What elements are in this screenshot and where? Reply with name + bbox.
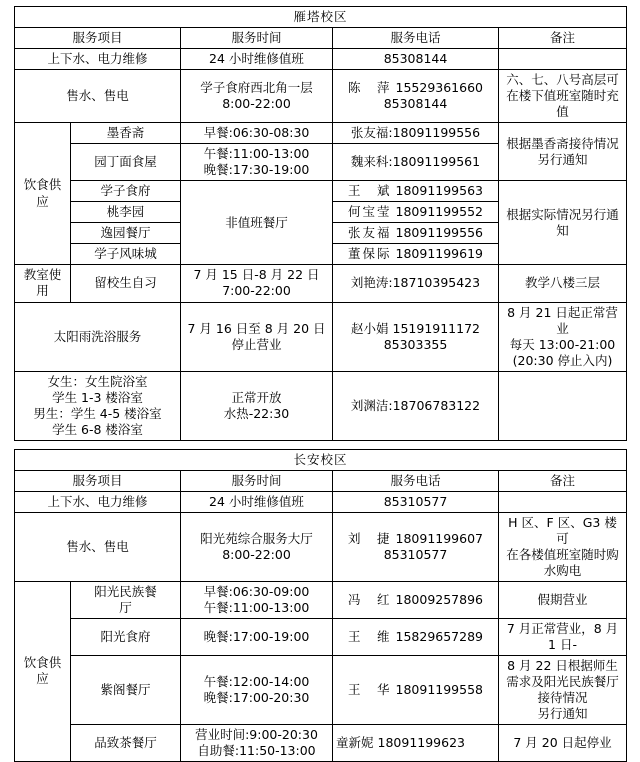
- dining-venue-time: 晚餐:17:00-19:00: [181, 618, 333, 655]
- contact-phone: 15191911172: [392, 320, 480, 336]
- time-line-2: 7:00-22:00: [222, 283, 291, 299]
- dining-note-moxiangzhai: 根据墨香斋接待情况另行通知: [499, 123, 627, 181]
- contact-name: 童新妮: [336, 734, 374, 750]
- time-line-1: 午餐:12:00-14:00: [203, 673, 310, 689]
- time-line-2: 8:00-22:00: [222, 546, 291, 562]
- service-item-water-power: 上下水、电力维修: [15, 49, 181, 70]
- table-row: [15, 302, 627, 371]
- dining-venue-name: 学子食府: [71, 181, 181, 202]
- dining-venue-contact: [333, 181, 499, 202]
- contact-name: 王 斌: [348, 183, 392, 198]
- service-note-sell-water-power: [499, 512, 627, 581]
- service-phone-sell-water-power: [333, 70, 499, 123]
- time-line-1: 营业时间:9:00-20:30: [195, 726, 318, 742]
- contact-name: 董保际: [348, 246, 392, 261]
- note-line-3: 值: [556, 104, 569, 119]
- dining-venue-name: 紫阁餐厅: [71, 655, 181, 724]
- service-sub-classroom: 留校生自习: [71, 265, 181, 303]
- dining-note-general: 根据实际情况另行通知: [499, 181, 627, 265]
- column-header-time: 服务时间: [181, 470, 333, 491]
- contact-phone-secondary: 85303355: [383, 336, 448, 352]
- service-item-water-power: 上下水、电力维修: [15, 491, 181, 512]
- table-row: [15, 49, 627, 70]
- note-line-2: 每天 13:00-21:00: [509, 336, 616, 352]
- contact-phone: 18009257896: [395, 591, 483, 607]
- column-header-note: 备注: [499, 28, 627, 49]
- item-line-3: 男生：学生 4-5 楼浴室: [33, 405, 162, 421]
- contact-line: [336, 246, 495, 262]
- service-note-water-power: [499, 491, 627, 512]
- column-header-note: 备注: [499, 470, 627, 491]
- service-time-solar-shower: [181, 302, 333, 371]
- dining-venue-time: [181, 655, 333, 724]
- dining-venue-name: 品致茶餐厅: [71, 724, 181, 761]
- service-item-dorm-shower: [15, 371, 181, 440]
- contact-line: [336, 531, 495, 547]
- contact-phone: 18091199563: [395, 183, 483, 198]
- table-row: [15, 491, 627, 512]
- dining-venue-name: 阳光食府: [71, 618, 181, 655]
- contact-phone: 18091199556: [395, 225, 483, 240]
- dining-group-label: 饮食供应: [23, 177, 62, 209]
- contact-phone: 18091199623: [377, 734, 465, 750]
- item-line-2: 学生 1-3 楼浴室: [52, 389, 143, 405]
- venue-name-line-2: 厅: [119, 599, 132, 615]
- table-row: [15, 655, 627, 724]
- service-time-dorm-shower: [181, 371, 333, 440]
- contact-name: 赵小娟: [351, 320, 389, 336]
- contact-phone: 18091199558: [395, 681, 483, 697]
- contact-phone: 15529361660: [395, 80, 483, 95]
- campus-title-changan: 长安校区: [15, 449, 627, 470]
- contact-name: 何宝莹: [348, 204, 392, 219]
- service-note-sell-water-power: [499, 70, 627, 123]
- service-phone-solar-shower: [333, 302, 499, 371]
- contact-phone: 18091199607: [395, 530, 483, 546]
- table-row: [15, 512, 627, 581]
- time-line-1: 午餐:11:00-13:00: [203, 146, 310, 161]
- dining-venue-name: [71, 581, 181, 618]
- campus-title-yanta: 雁塔校区: [15, 7, 627, 28]
- dining-venue-contact: [333, 202, 499, 223]
- service-phone-sell-water-power: [333, 512, 499, 581]
- service-item-sell-water-power: 售水、售电: [15, 70, 181, 123]
- table-header-row: [15, 470, 627, 491]
- note-line-1: 六、七、八号高层可: [506, 72, 619, 87]
- column-header-phone: 服务电话: [333, 470, 499, 491]
- service-phone-water-power: 85308144: [333, 49, 499, 70]
- contact-phone-secondary: 85310577: [383, 546, 448, 562]
- campus-title-row: [15, 7, 627, 28]
- service-time-water-power: 24 小时维修值班: [181, 491, 333, 512]
- dining-venue-contact: [333, 724, 499, 761]
- service-item-solar-shower: 太阳雨洗浴服务: [15, 302, 181, 371]
- table-row: [15, 581, 627, 618]
- service-note-dorm-shower: [499, 371, 627, 440]
- contact-name: 王 华: [348, 681, 392, 697]
- dining-venue-name: 桃李园: [71, 202, 181, 223]
- contact-name: 王 维: [348, 628, 392, 644]
- dining-venue-contact: 魏来科:18091199561: [333, 144, 499, 181]
- column-header-phone: 服务电话: [333, 28, 499, 49]
- table-row: [15, 371, 627, 440]
- note-line-2: 在各楼值班室随时购: [506, 546, 619, 562]
- contact-phone: 18091199552: [395, 204, 483, 219]
- dining-venue-time: [181, 581, 333, 618]
- service-item-classroom: [15, 265, 71, 303]
- service-item-dining-group: [15, 581, 71, 761]
- service-phone-classroom: 刘艳涛:18710395423: [333, 265, 499, 303]
- time-line-2: 晚餐:17:30-19:00: [203, 162, 310, 177]
- changan-campus-table: [14, 449, 627, 762]
- service-time-water-power: 24 小时维修值班: [181, 49, 333, 70]
- dining-venue-time: [181, 144, 333, 181]
- contact-line: [336, 80, 495, 96]
- table-row: [15, 123, 627, 144]
- campus-title-row: [15, 449, 627, 470]
- note-line-3: (20:30 停止入内): [512, 352, 613, 368]
- dining-venue-contact: [333, 244, 499, 265]
- dining-note-pinzhi: 7 月 20 日起停业: [499, 724, 627, 761]
- contact-line: [336, 629, 495, 645]
- service-phone-water-power: 85310577: [333, 491, 499, 512]
- time-line-2: 停止营业: [231, 336, 282, 352]
- dining-venue-name: 逸园餐厅: [71, 223, 181, 244]
- time-line-1: 学子食府西北角一层: [200, 80, 313, 95]
- table-row: [15, 618, 627, 655]
- item-line-1: 女生：女生院浴室: [47, 373, 148, 389]
- dining-venue-contact: [333, 223, 499, 244]
- column-header-item: 服务项目: [15, 470, 181, 491]
- contact-line: [336, 225, 495, 241]
- dining-venue-contact: [333, 618, 499, 655]
- dining-venue-contact: 张友福:18091199556: [333, 123, 499, 144]
- contact-name: 冯 红: [348, 591, 392, 607]
- dining-venue-contact: [333, 655, 499, 724]
- dining-venue-name: 学子风味城: [71, 244, 181, 265]
- time-line-1: 正常开放: [231, 389, 282, 405]
- contact-line: [336, 204, 495, 220]
- table-row: [15, 70, 627, 123]
- note-line-2: 8 月 22 日根据师生需求及阳光民族餐厅接待情况: [506, 657, 619, 705]
- service-note-water-power: [499, 49, 627, 70]
- time-line-2: 自助餐:11:50-13:00: [197, 742, 316, 758]
- dining-group-label: 饮食供应: [23, 654, 62, 686]
- item-line-4: 学生 6-8 楼浴室: [52, 421, 143, 437]
- time-line-2: 8:00-22:00: [222, 96, 291, 111]
- table-row: [15, 265, 627, 303]
- note-line-1: 8 月 21 日起正常营业: [507, 304, 618, 336]
- service-time-classroom: [181, 265, 333, 303]
- time-line-1: 7 月 15 日-8 月 22 日: [193, 267, 320, 283]
- contact-line: [336, 183, 495, 199]
- time-line-1: 早餐:06:30-09:00: [203, 583, 310, 599]
- time-line-1: 7 月 16 日至 8 月 20 日: [187, 320, 326, 336]
- note-line-2: 在楼下值班室随时充: [506, 88, 619, 103]
- time-line-1: 阳光苑综合服务大厅: [200, 530, 313, 546]
- column-header-time: 服务时间: [181, 28, 333, 49]
- column-header-item: 服务项目: [15, 28, 181, 49]
- dining-venue-time-shared: 非值班餐厅: [181, 181, 333, 265]
- contact-name: 陈 萍: [348, 80, 392, 95]
- dining-note-yangguang-cont: [499, 655, 627, 724]
- service-item-dining-group: [15, 123, 71, 265]
- time-line-2: 水热-22:30: [223, 405, 290, 421]
- note-line-1: H 区、F 区、G3 楼可: [508, 514, 617, 546]
- service-time-sell-water-power: [181, 512, 333, 581]
- service-item-sell-water-power: 售水、售电: [15, 512, 181, 581]
- service-note-classroom: 教学八楼三层: [499, 265, 627, 303]
- table-gap: [14, 441, 626, 449]
- time-line-2: 晚餐:17:00-20:30: [203, 689, 310, 705]
- service-note-solar-shower: [499, 302, 627, 371]
- contact-line: [336, 592, 495, 608]
- dining-venue-contact: [333, 581, 499, 618]
- service-time-sell-water-power: [181, 70, 333, 123]
- contact-line: [336, 321, 495, 337]
- dining-note-minzu: 假期营业: [499, 581, 627, 618]
- dining-note-yangguang: 7 月正常营业，8 月 1 日-: [499, 618, 627, 655]
- yanta-campus-table: [14, 6, 627, 441]
- dining-venue-time: 早餐:06:30-08:30: [181, 123, 333, 144]
- table-row: [15, 724, 627, 761]
- table-row: [15, 181, 627, 202]
- table-header-row: [15, 28, 627, 49]
- contact-phone: 15829657289: [395, 628, 483, 644]
- time-line-2: 午餐:11:00-13:00: [203, 599, 310, 615]
- contact-name: 刘 捷: [348, 530, 392, 546]
- contact-phone: 18091199619: [395, 246, 483, 261]
- contact-line: [336, 735, 495, 751]
- dining-venue-time: [181, 724, 333, 761]
- dining-venue-name: 墨香斋: [71, 123, 181, 144]
- contact-line: [336, 682, 495, 698]
- note-line-3: 水购电: [543, 562, 582, 578]
- classroom-label: 教室使用: [23, 267, 62, 299]
- dining-venue-name: 园丁面食屋: [71, 144, 181, 181]
- service-phone-dorm-shower: 刘渊洁:18706783122: [333, 371, 499, 440]
- contact-name: 张友福: [348, 225, 392, 240]
- note-line-3: 另行通知: [537, 705, 588, 721]
- contact-phone-secondary: 85308144: [383, 96, 448, 111]
- venue-name-line-1: 阳光民族餐: [94, 583, 157, 599]
